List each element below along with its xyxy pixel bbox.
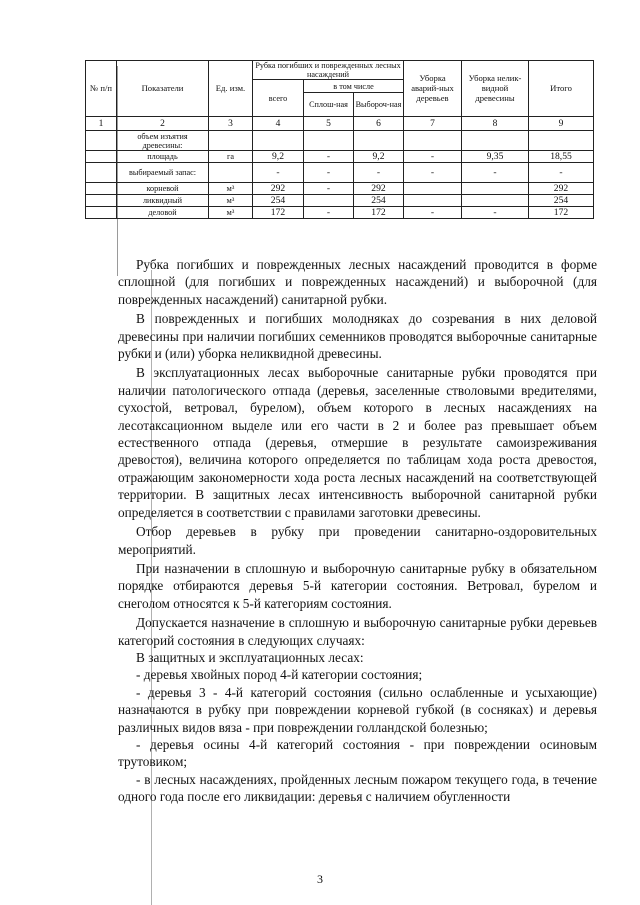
- paragraph: Допускается назначение в сплошную и выборочную санитарные рубки деревьев категорий состояния в следующих случаях:: [118, 615, 597, 648]
- list-item: - деревья осины 4-й категорий состояния - при повреждении осиновым трутовиком;: [118, 736, 597, 770]
- paragraph: При назначении в сплошную и выборочную санитарные рубку в обязательном порядке отбираются деревья 5-й категории состояния. Ветровал, бурелом и снеголом относятся к 5-й категориям состояния.: [118, 560, 597, 611]
- col-number: 6: [354, 117, 404, 131]
- row-label: ликвидный: [117, 195, 209, 207]
- col-number: 4: [253, 117, 304, 131]
- paragraph: В эксплуатационных лесах выборочные санитарные рубки проводятся при наличии патологического отпада (деревья, заселенные стволовыми вредителями, сухостой, ветровал, бурелом), объем которого в лесных насаждениях на лесотаксационном выделе или его части в 2 и более раз превышает объем естественного отпада (деревья, отмершие в результате самоизреживания древостоя), величина которого определяется по таблицам хода роста древостоя, отражающим закономерности хода роста лесных насаждений на соответствующей территории. В защитных лесах интенсивность выборочной санитарной рубки определяется в соответствии с правилами заготовки древесины.: [118, 365, 597, 520]
- col-number: 1: [86, 117, 117, 131]
- table-row: ликвидный м³ 254 254 254: [86, 195, 594, 207]
- row-label: корневой: [117, 183, 209, 195]
- header-num: № п/п: [86, 61, 117, 117]
- column-numbers-row: [86, 117, 594, 131]
- col-number: 7: [404, 117, 462, 131]
- header-unit: Ед. изм.: [209, 61, 253, 117]
- col-number: 9: [529, 117, 594, 131]
- header-felling-group: Рубка погибших и поврежденных лесных насаждений: [253, 61, 404, 80]
- header-emergency: Уборка аварий-ных деревьев: [404, 61, 462, 117]
- body-text: [118, 256, 597, 806]
- header-including: в том числе: [304, 80, 404, 93]
- row-unit: га: [209, 151, 253, 163]
- paragraph: В поврежденных и погибших молодняках до созревания в них деловой древесины при наличии погибших семенников проводятся выборочные санитарные рубки и (или) уборка неликвидной древесины.: [118, 311, 597, 362]
- row-label: площадь: [117, 151, 209, 163]
- list-item: - деревья хвойных пород 4-й категории состояния;: [136, 667, 423, 683]
- page-number: 3: [317, 872, 323, 886]
- table-row: площадь га 9,2 - 9,2 - 9,35 18,55: [86, 151, 594, 163]
- header-illiquid: Уборка нелик-видной древесины: [462, 61, 529, 117]
- col-number: 3: [209, 117, 253, 131]
- paragraph: Рубка погибших и поврежденных лесных насаждений проводится в форме сплошной (для погибших и поврежденных насаждений) и выборочной (для поврежденных насаждений) санитарной рубки.: [118, 257, 597, 307]
- row-label: объем изъятия древесины:: [117, 131, 209, 151]
- row-label: выбираемый запас:: [117, 163, 209, 183]
- paragraph: В защитных и эксплуатационных лесах:: [136, 649, 364, 665]
- col-number: 8: [462, 117, 529, 131]
- list-item: - деревья 3 - 4-й категорий состояния (сильно ослабленные и усыхающие) назначаются в рубку при повреждении корневой губкой (в сосняках) и деревья различных видов вяза - при повреждении голландской болезнью;: [118, 684, 597, 735]
- header-total-all: всего: [253, 80, 304, 117]
- table-row: деловой м³ 172 - 172 - - 172: [86, 207, 594, 219]
- col-number: 5: [304, 117, 354, 131]
- row-unit: м³: [209, 195, 253, 207]
- row-label: деловой: [117, 207, 209, 219]
- header-indicators: Показатели: [117, 61, 209, 117]
- table-row: корневой м³ 292 - 292 292: [86, 183, 594, 195]
- paragraph: Отбор деревьев в рубку при проведении санитарно-оздоровительных мероприятий.: [118, 524, 597, 557]
- table-row: выбираемый запас: - - - - - -: [86, 163, 594, 183]
- header-total: Итого: [529, 61, 594, 117]
- row-unit: м³: [209, 183, 253, 195]
- col-number: 2: [117, 117, 209, 131]
- felling-table: [85, 60, 594, 219]
- header-selective: Выбороч-ная: [354, 93, 404, 117]
- list-item: - в лесных насаждениях, пройденных лесным пожаром текущего года, в течение одного года после его ликвидации: деревья с наличием обугленности: [118, 771, 597, 805]
- table-row: [86, 131, 594, 151]
- header-solid: Сплош-ная: [304, 93, 354, 117]
- row-unit: м³: [209, 207, 253, 219]
